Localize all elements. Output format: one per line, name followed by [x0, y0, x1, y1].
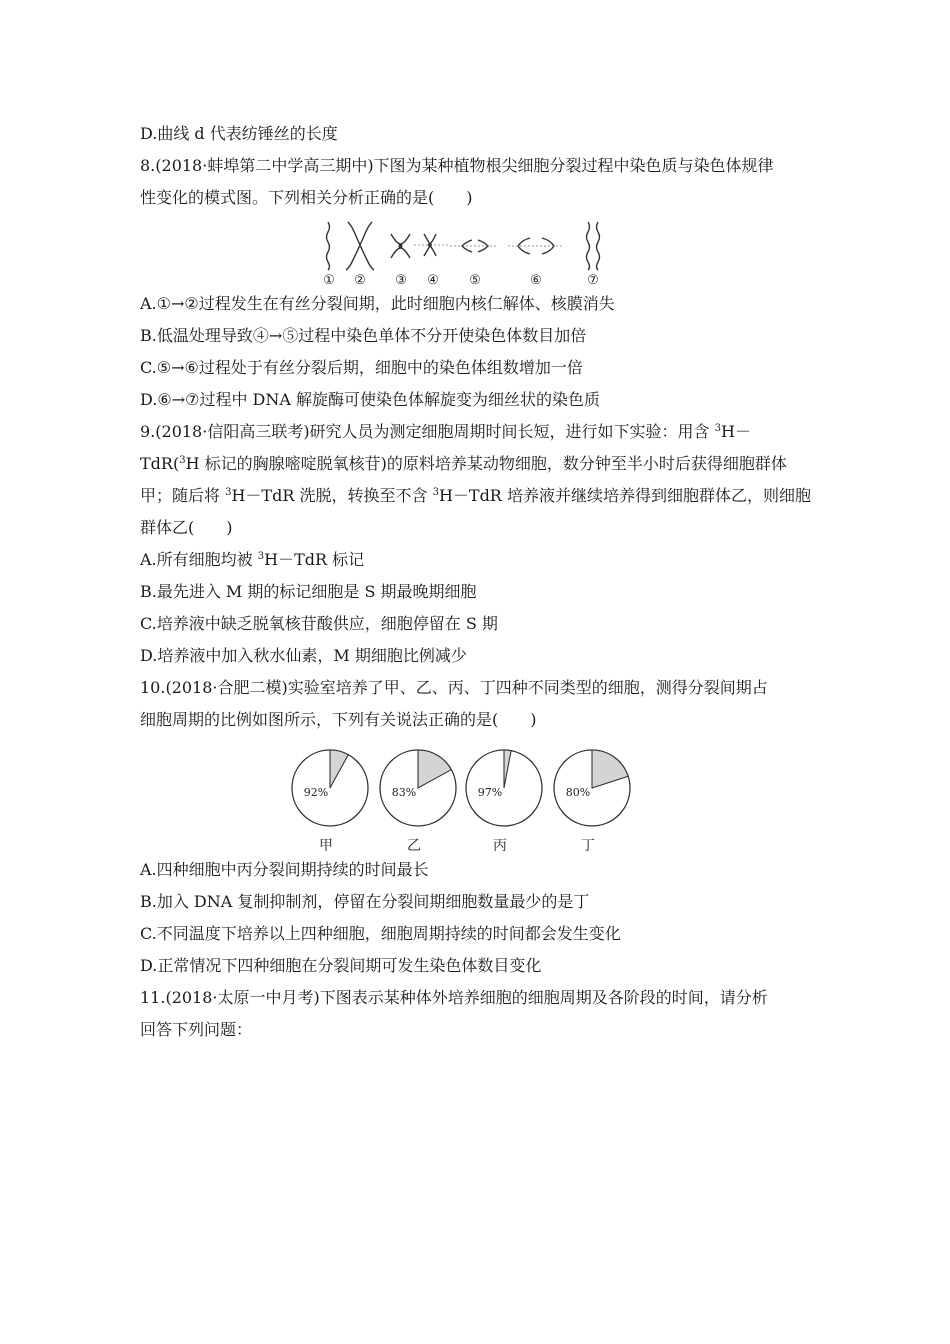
q8-option-a: A.①→②过程发生在有丝分裂间期，此时细胞内核仁解体、核膜消失 — [140, 294, 615, 313]
figure-label-7: ⑦ — [587, 273, 599, 288]
q9-option-a: A.所有细胞均被 $^3$H－TdR 标记 — [140, 550, 365, 569]
stage-4-top — [424, 234, 436, 244]
stage-3-bottom — [391, 248, 410, 258]
figure-label-1: ① — [323, 273, 335, 288]
pie-3 — [466, 750, 542, 854]
q10-stem-line2: 细胞周期的比例如图所示，下列有关说法正确的是( ) — [140, 710, 537, 729]
figure-label-4: ④ — [427, 273, 439, 288]
q10-option-b: B.加入 DNA 复制抑制剂，停留在分裂间期细胞数量最少的是丁 — [140, 892, 590, 911]
q8-option-c: C.⑤→⑥过程处于有丝分裂后期，细胞中的染色体组数增加一倍 — [140, 358, 583, 377]
document-page — [140, 118, 820, 1046]
pie-name-label: 丁 — [581, 838, 595, 854]
chromosome-cycle-figure — [320, 218, 620, 288]
stage-7-chromatin-b — [597, 222, 600, 270]
q7-option-d: D.曲线 d 代表纺锤丝的长度 — [140, 124, 338, 143]
figure-label-2: ② — [354, 273, 366, 288]
pie-percent-label: 83% — [391, 786, 417, 799]
figure-label-6: ⑥ — [530, 273, 542, 288]
stage-4-bottom — [424, 246, 436, 256]
q9-stem-line3: 甲；随后将 $^3$H－TdR 洗脱，转换至不含 $^3$H－TdR 培养液并继续培养得到细胞群体乙，则细胞 — [140, 486, 811, 505]
q10-option-c: C.不同温度下培养以上四种细胞，细胞周期持续的时间都会发生变化 — [140, 924, 621, 943]
stage-7-chromatin-a — [587, 222, 590, 270]
pie-name-label: 甲 — [319, 838, 333, 854]
q9-stem-line4: 群体乙( ) — [140, 518, 233, 537]
q11-stem-line1: 11.(2018·太原一中月考)下图表示某种体外培养细胞的细胞周期及各阶段的时间，请分析 — [140, 988, 768, 1007]
pie-percent-label: 97% — [477, 786, 503, 799]
pie-1 — [292, 750, 368, 854]
pie-4 — [554, 750, 630, 854]
stage-3-centromere — [399, 244, 403, 248]
pie-2 — [380, 750, 456, 854]
q8-option-d: D.⑥→⑦过程中 DNA 解旋酶可使染色体解旋变为细丝状的染色质 — [140, 390, 600, 409]
q11-stem-line2: 回答下列问题： — [140, 1020, 253, 1039]
stage-1-chromatin — [327, 222, 330, 270]
q10-option-d: D.正常情况下四种细胞在分裂间期可发生染色体数目变化 — [140, 956, 542, 975]
pie-charts-figure — [290, 742, 670, 854]
q9-option-c: C.培养液中缺乏脱氧核苷酸供应，细胞停留在 S 期 — [140, 614, 498, 633]
q8-option-b: B.低温处理导致④→⑤过程中染色单体不分开使染色体数目加倍 — [140, 326, 587, 345]
pie-percent-label: 92% — [303, 786, 329, 799]
figure-label-5: ⑤ — [469, 273, 481, 288]
pie-name-label: 丙 — [493, 838, 507, 854]
q10-stem-line1: 10.(2018·合肥二模)实验室培养了甲、乙、丙、丁四种不同类型的细胞，测得分裂间期占 — [140, 678, 768, 697]
q9-stem-line1: 9.(2018·信阳高三联考)研究人员为测定细胞周期时间长短，进行如下实验：用含 $^3$H－ — [140, 422, 751, 441]
q8-stem-line1: 8.(2018·蚌埠第二中学高三期中)下图为某种植物根尖细胞分裂过程中染色质与染色体规律 — [140, 156, 774, 175]
pie-percent-label: 80% — [565, 786, 591, 799]
q9-option-b: B.最先进入 M 期的标记细胞是 S 期最晚期细胞 — [140, 582, 477, 601]
figure-label-3: ③ — [395, 273, 407, 288]
q10-option-a: A.四种细胞中丙分裂间期持续的时间最长 — [140, 860, 429, 879]
q8-stem-line2: 性变化的模式图。下列相关分析正确的是( ) — [140, 188, 473, 207]
q9-option-d: D.培养液中加入秋水仙素，M 期细胞比例减少 — [140, 646, 467, 665]
stage-3-top — [391, 234, 410, 244]
q9-stem-line2: TdR($^3$H 标记的胸腺嘧啶脱氧核苷)的原料培养某动物细胞，数分钟至半小时后获得细胞群体 — [140, 454, 787, 473]
pie-name-label: 乙 — [407, 838, 421, 854]
